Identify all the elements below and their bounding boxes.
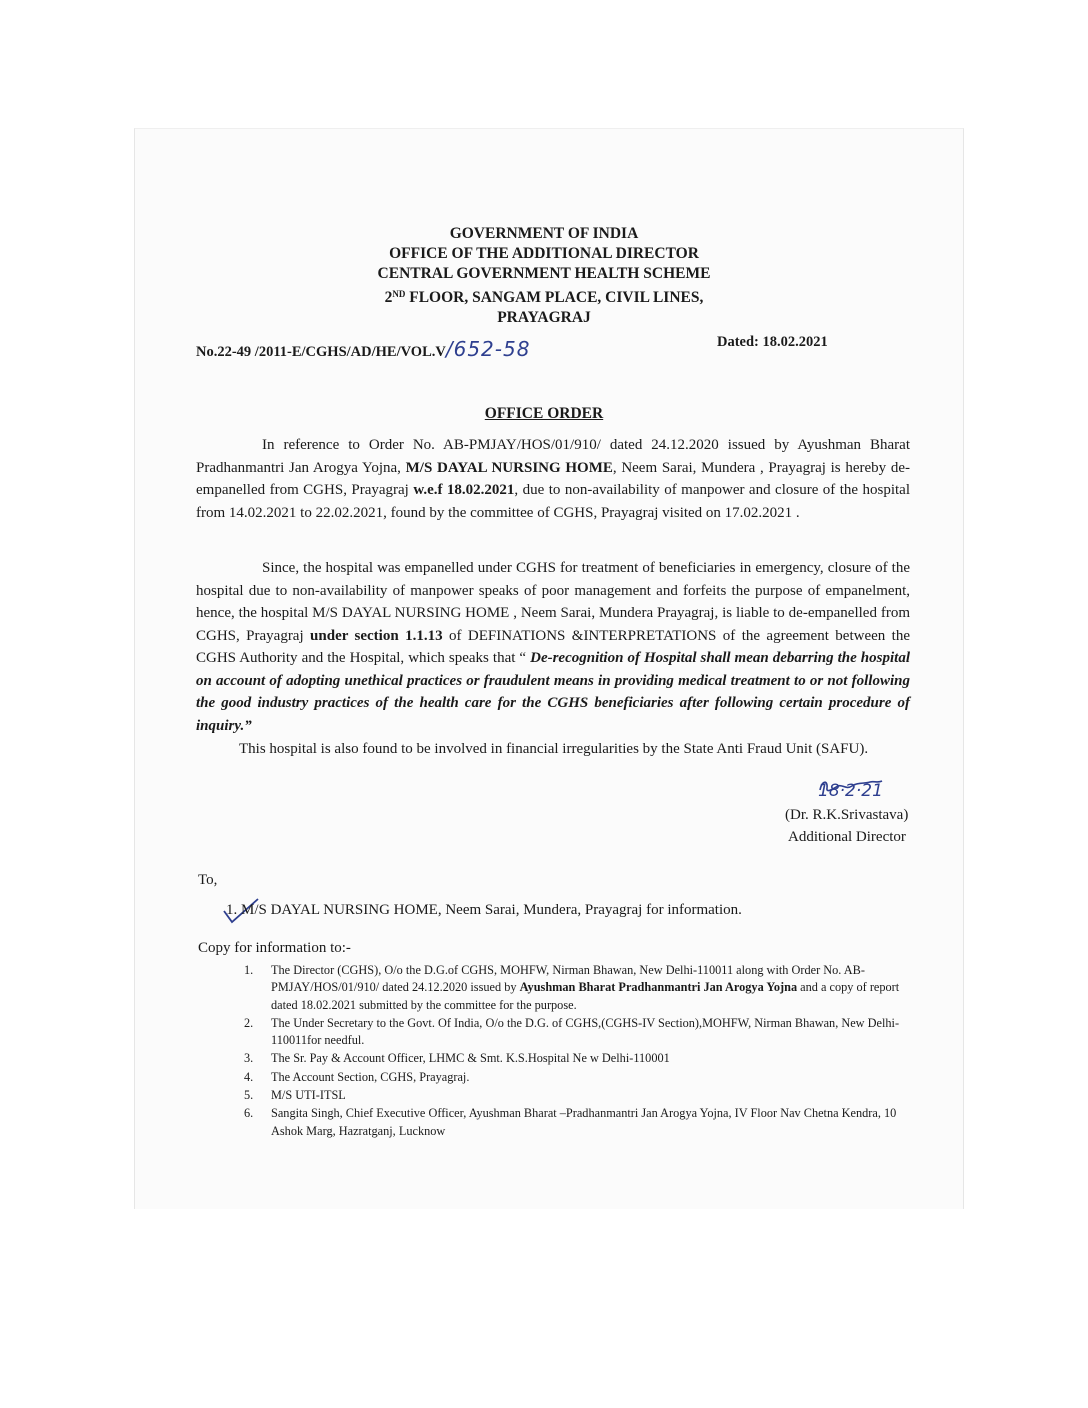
signature-date: 18·2·21	[818, 781, 883, 801]
list-item-number: 4.	[244, 1069, 254, 1084]
paragraph-safu: This hospital is also found to be involved in financial irregularities by the State Anti Fraud Unit (SAFU).	[239, 741, 869, 757]
reference-number-text: No.22-49 /2011-E/CGHS/AD/HE/VOL.V	[196, 344, 446, 360]
signatory-title: Additional Director	[788, 829, 906, 845]
order-date: Dated: 18.02.2021	[717, 334, 828, 350]
addressee-number: 1.	[226, 902, 238, 918]
floor-suffix: ND	[392, 289, 406, 299]
p1-hospital-name: M/S DAYAL NURSING HOME	[405, 459, 613, 476]
p2-text-1: Since, the hospital was empanelled under CGHS for treatment of beneficiaries in emergency, closure of the hospital due to non-availability of manpower speaks of poor management and forfeits the purpose of empanelment, hence, the hospital M/S DAYAL NURSING HOME , Neem Sarai, Mundera Prayagraj, is liable to de-empanelled from CGHS, Prayagraj	[196, 560, 910, 644]
p1-text-1: In reference to Order No. AB-PMJAY/HOS/01/910/ dated 24.12.2020 issued by Ayushman Bharat Pradhanmantri Jan Arogya Yojna,	[196, 437, 910, 476]
p2-text-2: of DEFINATIONS &INTERPRETATIONS of the agreement between the CGHS Authority and the Hospital, which speaks that “	[196, 627, 910, 666]
list-item-number: 1.	[244, 963, 254, 977]
address-rest: FLOOR, SANGAM PLACE, CIVIL LINES,	[405, 289, 704, 306]
list-item-text: The Under Secretary to the Govt. Of India, O/o the D.G. of CGHS,(CGHS-IV Section),MOHFW, Nirman Bhawan, New Delhi-110011for needful.	[271, 1015, 900, 1048]
list-item-text: and a copy of report dated 18.02.2021 submitted by the committee for the purpose.	[271, 980, 900, 1012]
list-item-number: 3.	[244, 1051, 254, 1066]
copy-heading: Copy for information to:-	[198, 940, 351, 956]
floor-number: 2	[384, 289, 393, 306]
p1-effective-date: w.e.f 18.02.2021	[413, 482, 515, 498]
signatory-name: (Dr. R.K.Srivastava)	[785, 807, 909, 823]
p2-definition-quote: De-recognition of Hospital shall mean debarring the hospital on account of adopting unethical practices or fraudulent means in providing medical treatment to or not following the good industry practices of the health care for the CGHS beneficiaries after following certain procedure of inquiry.”	[196, 650, 910, 734]
list-item-text: The Account Section, CGHS, Prayagraj.	[271, 1069, 470, 1084]
reference-number	[196, 337, 530, 361]
order-title: OFFICE ORDER	[484, 405, 604, 422]
list-item	[244, 962, 912, 1014]
list-item-text: M/S UTI-ITSL	[271, 1088, 346, 1103]
list-item-text: The Sr. Pay & Account Officer, LHMC & Smt. K.S.Hospital Ne w Delhi-110001	[271, 1051, 670, 1066]
p1-text-2: , Neem Sarai, Mundera , Prayagraj is hereby de-empanelled from CGHS, Prayagraj	[196, 459, 910, 498]
to-label: To,	[198, 872, 218, 888]
handwritten-dispatch-number: /652-58	[445, 337, 531, 361]
list-item-bold: Ayushman Bharat Pradhanmantri Jan Arogya Yojna	[519, 980, 798, 995]
letterhead-line-5: PRAYAGRAJ	[497, 309, 591, 326]
letterhead-line-4	[0, 284, 1088, 308]
addressee	[226, 902, 742, 919]
addressee-text: M/S DAYAL NURSING HOME, Neem Sarai, Mundera, Prayagraj for information.	[237, 902, 742, 918]
paragraph-reasons	[196, 557, 910, 737]
letterhead-line-3: CENTRAL GOVERNMENT HEALTH SCHEME	[377, 265, 711, 282]
p2-section: under section 1.1.13	[310, 627, 443, 644]
list-item	[244, 1069, 912, 1086]
letterhead-line-2: OFFICE OF THE ADDITIONAL DIRECTOR	[389, 245, 699, 262]
list-item-text: Sangita Singh, Chief Executive Officer, Ayushman Bharat –Pradhanmantri Jan Arogya Yojna, IV Floor Nav Chetna Kendra, 10 Ashok Marg, Hazratganj, Lucknow	[271, 1106, 897, 1138]
list-item-number: 5.	[244, 1088, 254, 1103]
list-item-number: 2.	[244, 1015, 254, 1030]
list-item	[244, 1105, 912, 1140]
paragraph-reference	[196, 434, 910, 524]
letterhead-line-1: GOVERNMENT OF INDIA	[449, 225, 639, 242]
list-item	[244, 1015, 912, 1050]
list-item	[244, 1087, 912, 1104]
letterhead	[0, 224, 1088, 328]
list-item-number: 6.	[244, 1106, 254, 1121]
p1-text-3: , due to non-availability of manpower and closure of the hospital from 14.02.2021 to 22.02.2021, found by the committee of CGHS, Prayagraj visited on 17.02.2021 .	[196, 482, 910, 521]
copy-list	[244, 962, 912, 1141]
list-item	[244, 1050, 912, 1067]
list-item-text: The Director (CGHS), O/o the D.G.of CGHS, MOHFW, Nirman Bhawan, New Delhi-110011 along with Order No. AB-PMJAY/HOS/01/910/ dated 24.12.2020 issued by	[271, 963, 865, 995]
